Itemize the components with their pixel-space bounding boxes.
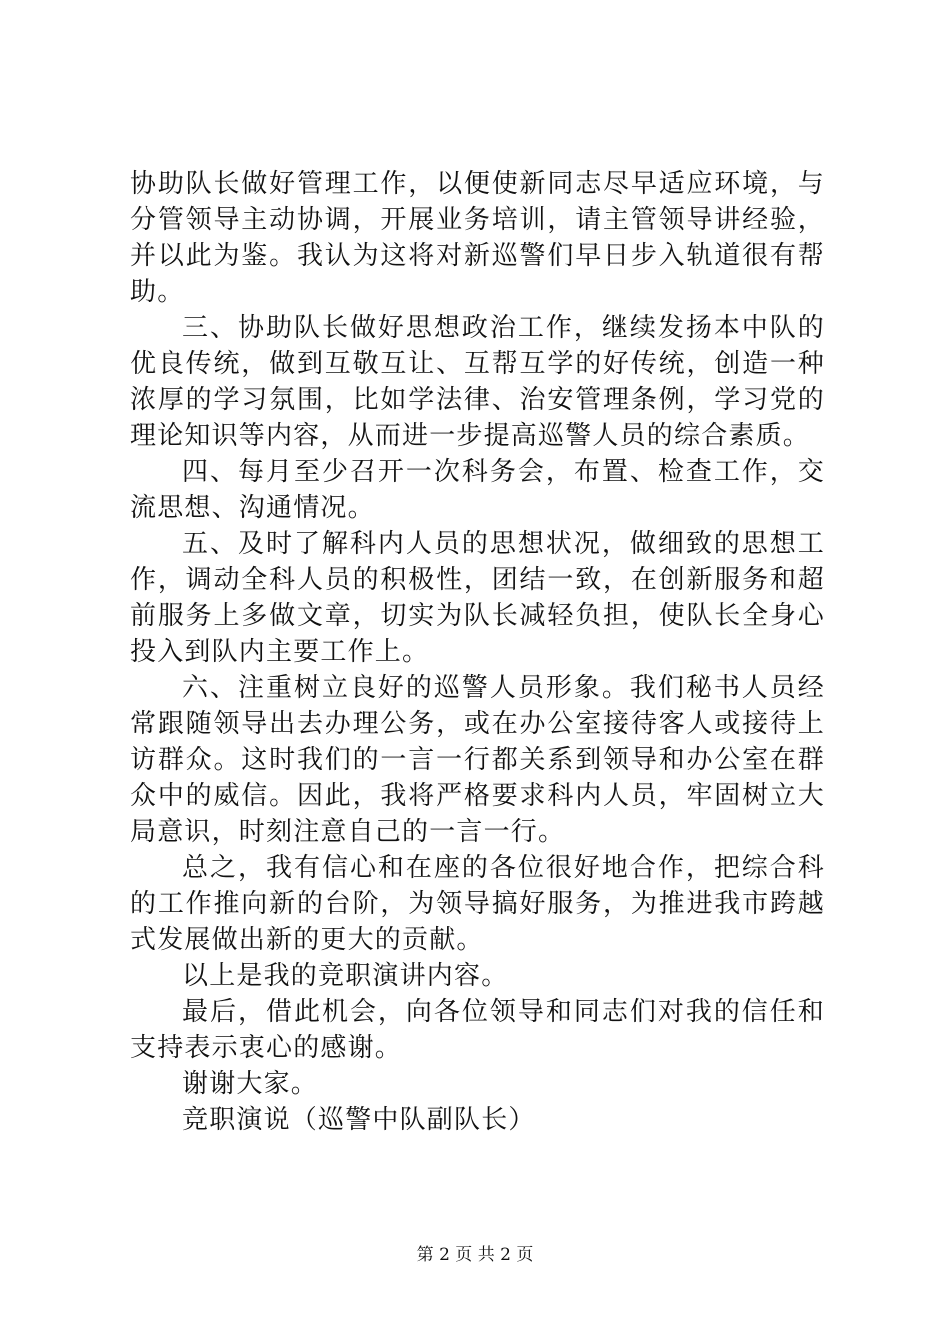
paragraph: 四、每月至少召开一次科务会，布置、检查工作，交流思想、沟通情况。: [130, 457, 825, 523]
paragraph: 六、注重树立良好的巡警人员形象。我们秘书人员经常跟随领导出去办理公务，或在办公室接待客人或接待上访群众。这时我们的一言一行都关系到领导和办公室在群众中的威信。因此，我将严格要求科内人员，牢固树立大局意识，时刻注意自己的一言一行。: [130, 673, 825, 847]
paragraph: 总之，我有信心和在座的各位很好地合作，把综合科的工作推向新的台阶，为领导搞好服务，为推进我市跨越式发展做出新的更大的贡献。: [130, 853, 825, 955]
paragraph: 以上是我的竞职演讲内容。: [182, 961, 509, 991]
paragraph: 协助队长做好管理工作，以便使新同志尽早适应环境，与分管领导主动协调，开展业务培训，请主管领导讲经验，并以此为鉴。我认为这将对新巡警们早日步入轨道很有帮助。: [130, 169, 825, 307]
page-number-footer: 第 2 页 共 2 页: [416, 1245, 534, 1265]
paragraph: 五、及时了解科内人员的思想状况，做细致的思想工作，调动全科人员的积极性，团结一致，在创新服务和超前服务上多做文章，切实为队长减轻负担，使队长全身心投入到队内主要工作上。: [130, 529, 825, 667]
paragraph: 三、协助队长做好思想政治工作，继续发扬本中队的优良传统，做到互敬互让、互帮互学的好传统，创造一种浓厚的学习氛围，比如学法律、治安管理条例，学习党的理论知识等内容，从而进一步提高巡警人员的综合素质。: [130, 313, 825, 451]
paragraph: 竞职演说（巡警中队副队长）: [182, 1105, 536, 1135]
paragraph: 谢谢大家。: [182, 1069, 319, 1099]
document-body: [130, 166, 825, 1138]
paragraph: 最后，借此机会，向各位领导和同志们对我的信任和支持表示衷心的感谢。: [130, 997, 825, 1063]
